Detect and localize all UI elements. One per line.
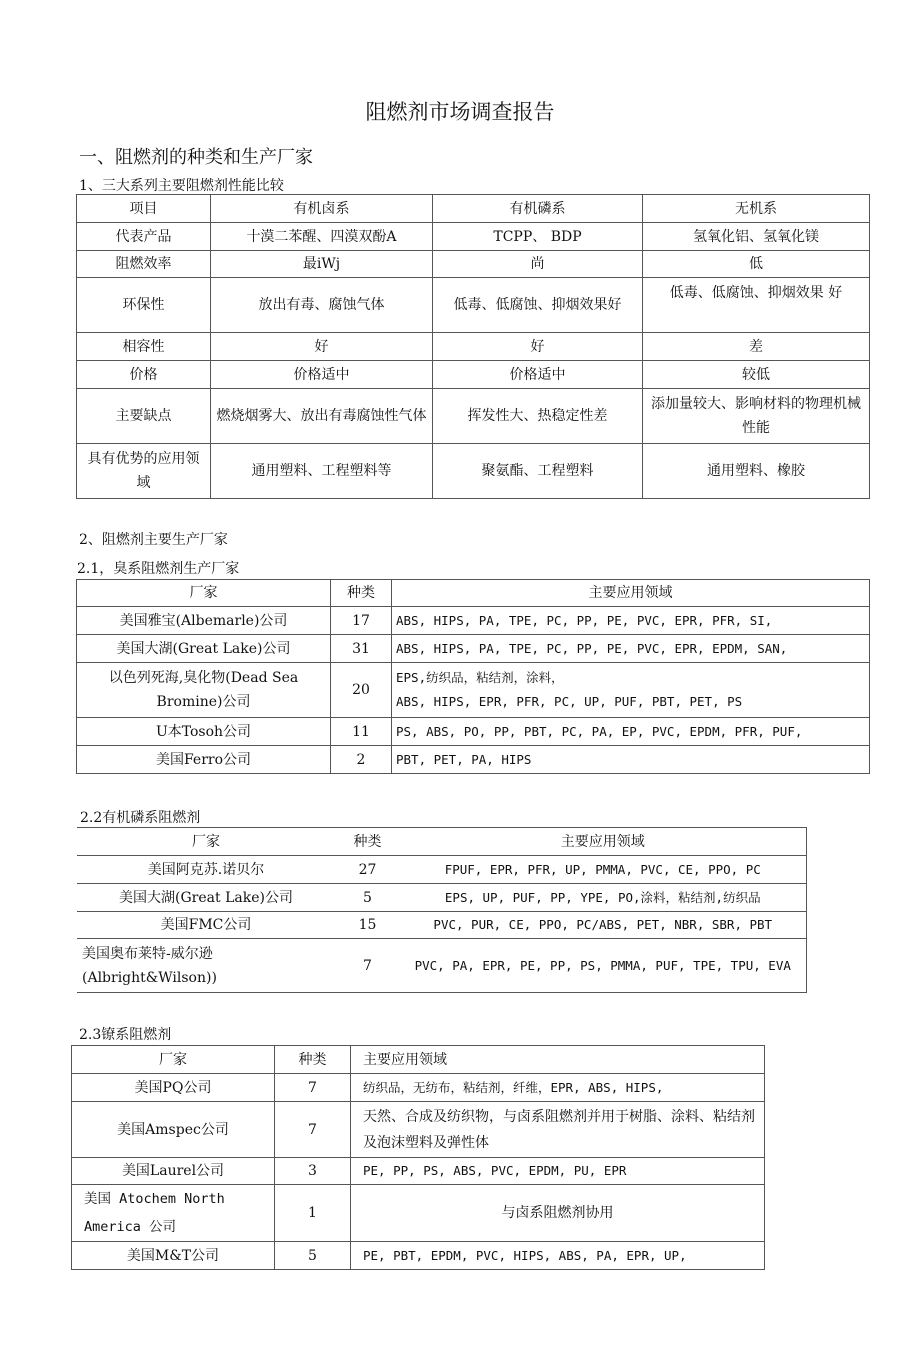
table-cell: 低	[643, 251, 870, 278]
phosphorus-manufacturers-table	[77, 827, 807, 993]
table-cell: 通用塑料、工程塑料等	[211, 444, 433, 499]
table-cell: 差	[643, 333, 870, 361]
table-cell	[392, 663, 870, 718]
table-cell: 尚	[433, 251, 643, 278]
table-cell: PE, PBT, EPDM, PVC, HIPS, ABS, PA, EPR, UP,	[351, 1242, 765, 1270]
table-row	[77, 635, 870, 663]
header-cell: 主要应用领域	[351, 1046, 765, 1074]
table-cell: 氢氧化铝、氢氧化镁	[643, 223, 870, 251]
table-row	[77, 389, 870, 444]
table-cell: 11	[331, 718, 392, 746]
table-header-row	[77, 580, 870, 607]
table-row	[77, 912, 806, 939]
table-cell: 17	[331, 607, 392, 635]
comparison-table	[76, 194, 870, 499]
table-cell: 具有优势的应用领域	[77, 444, 211, 499]
table-row	[77, 856, 806, 884]
header-cell: 项目	[77, 195, 211, 223]
table-cell: PBT, PET, PA, HIPS	[392, 746, 870, 774]
table-row	[77, 444, 870, 499]
table-cell: 5	[275, 1242, 351, 1270]
table-cell: 美国Ferro公司	[77, 746, 331, 774]
table-row	[77, 251, 870, 278]
table-row	[72, 1242, 765, 1270]
table-cell: 价格适中	[211, 361, 433, 389]
header-cell: 厂家	[77, 580, 331, 607]
table-row	[77, 884, 806, 912]
table-cell: 最iWj	[211, 251, 433, 278]
table-cell: 好	[211, 333, 433, 361]
table-row	[77, 223, 870, 251]
table-cell: FPUF, EPR, PFR, UP, PMMA, PVC, CE, PPO, PC	[400, 856, 806, 884]
header-cell: 厂家	[72, 1046, 275, 1074]
table-cell: 价格	[77, 361, 211, 389]
table-cell: 2	[331, 746, 392, 774]
table-cell: 27	[335, 856, 400, 884]
subheading-2-3: 2.3镣系阻燃剂	[79, 1027, 172, 1043]
table-cell: ABS, HIPS, PA, TPE, PC, PP, PE, PVC, EPR, EPDM, SAN,	[392, 635, 870, 663]
table-cell: 美国阿克苏.诺贝尔	[77, 856, 335, 884]
table-header-row	[77, 195, 870, 223]
subheading-2-2: 2.2有机磷系阻燃剂	[80, 810, 201, 826]
table-cell: 美国FMC公司	[77, 912, 335, 939]
table-cell: PVC, PUR, CE, PPO, PC/ABS, PET, NBR, SBR, PBT	[400, 912, 806, 939]
table-cell: 主要缺点	[77, 389, 211, 444]
table-row	[77, 333, 870, 361]
table-row	[77, 607, 870, 635]
table-row	[72, 1158, 765, 1185]
header-cell: 主要应用领域	[392, 580, 870, 607]
table-row	[77, 746, 870, 774]
table-row	[77, 663, 870, 718]
table-cell: 低毒、低腐蚀、抑烟效果 好	[643, 278, 870, 333]
table-row	[72, 1102, 765, 1158]
table-row	[72, 1185, 765, 1242]
table-cell: 美国Amspec公司	[72, 1102, 275, 1158]
table-cell: ABS, HIPS, PA, TPE, PC, PP, PE, PVC, EPR, PFR, SI,	[392, 607, 870, 635]
antimony-manufacturers-table	[71, 1045, 765, 1270]
table-cell: 31	[331, 635, 392, 663]
table-cell: 1	[275, 1185, 351, 1242]
header-cell: 主要应用领域	[400, 828, 806, 856]
table-cell: 低毒、低腐蚀、抑烟效果好	[433, 278, 643, 333]
table-cell: 7	[275, 1074, 351, 1102]
table-row	[72, 1074, 765, 1102]
table-cell: 7	[335, 939, 400, 993]
table-cell: 纺织品，无纺布，粘结剂，纤维，EPR, ABS, HIPS,	[351, 1074, 765, 1102]
subheading-1: 1、三大系列主要阻燃剂性能比较	[79, 178, 284, 194]
header-cell: 有机磷系	[433, 195, 643, 223]
table-cell: 好	[433, 333, 643, 361]
table-cell: 美国大湖(Great Lake)公司	[77, 884, 335, 912]
table-cell: 7	[275, 1102, 351, 1158]
table-cell: 十漠二苯醒、四漠双酚A	[211, 223, 433, 251]
table-cell: 添加量较大、影响材料的物理机械性能	[643, 389, 870, 444]
table-cell: TCPP、 BDP	[433, 223, 643, 251]
table-cell: 美国 Atochem North America 公司	[72, 1185, 275, 1242]
table-cell: 美国雅宝(Albemarle)公司	[77, 607, 331, 635]
section-heading-1: 一、阻燃剂的种类和生产厂家	[79, 147, 313, 168]
table-row	[77, 939, 806, 993]
table-cell: 5	[335, 884, 400, 912]
cell-line: EPS,纺织品，粘结剂，涂料，	[396, 670, 564, 685]
header-cell: 有机卤系	[211, 195, 433, 223]
table-cell: PVC, PA, EPR, PE, PP, PS, PMMA, PUF, TPE, TPU, EVA	[400, 939, 806, 993]
table-cell: 15	[335, 912, 400, 939]
table-cell: 相容性	[77, 333, 211, 361]
table-cell: 以色列死海,臭化物(Dead Sea Bromine)公司	[77, 663, 331, 718]
table-cell: 代表产品	[77, 223, 211, 251]
table-cell: 美国PQ公司	[72, 1074, 275, 1102]
table-cell: 美国M&T公司	[72, 1242, 275, 1270]
table-cell: 价格适中	[433, 361, 643, 389]
table-header-row	[77, 828, 806, 856]
table-cell: 较低	[643, 361, 870, 389]
table-cell: 美国奥布莱特-威尔逊(Albright&Wilson))	[77, 939, 335, 993]
table-cell: 美国Laurel公司	[72, 1158, 275, 1185]
table-cell: 阻燃效率	[77, 251, 211, 278]
header-cell: 种类	[335, 828, 400, 856]
table-cell: 放出有毒、腐蚀气体	[211, 278, 433, 333]
table-cell: EPS, UP, PUF, PP, YPE, PO,涂料，粘结剂,纺织品	[400, 884, 806, 912]
table-cell: 环保性	[77, 278, 211, 333]
subheading-2: 2、阻燃剂主要生产厂家	[79, 532, 228, 548]
table-row	[77, 718, 870, 746]
subheading-2-1: 2.1，臭系阻燃剂生产厂家	[77, 561, 240, 577]
table-cell: 与卤系阻燃剂协用	[351, 1185, 765, 1242]
table-cell: 20	[331, 663, 392, 718]
header-cell: 厂家	[77, 828, 335, 856]
table-cell: 3	[275, 1158, 351, 1185]
table-row	[77, 278, 870, 333]
table-cell: 聚氨酯、工程塑料	[433, 444, 643, 499]
table-header-row	[72, 1046, 765, 1074]
table-cell: 天然、合成及纺织物，与卤系阻燃剂并用于树脂、涂料、粘结剂及泡沫塑料及弹性体	[351, 1102, 765, 1158]
table-cell: PS, ABS, PO, PP, PBT, PC, PA, EP, PVC, EPDM, PFR, PUF,	[392, 718, 870, 746]
table-cell: PE, PP, PS, ABS, PVC, EPDM, PU, EPR	[351, 1158, 765, 1185]
page-title: 阻燃剂市场调查报告	[365, 100, 555, 124]
table-cell: 美国大湖(Great Lake)公司	[77, 635, 331, 663]
table-cell: 燃烧烟雾大、放出有毒腐蚀性气体	[211, 389, 433, 444]
table-cell: 挥发性大、热稳定性差	[433, 389, 643, 444]
header-cell: 种类	[331, 580, 392, 607]
table-cell: U本Tosoh公司	[77, 718, 331, 746]
header-cell: 无机系	[643, 195, 870, 223]
bromine-manufacturers-table	[76, 579, 870, 774]
cell-line: ABS, HIPS, EPR, PFR, PC, UP, PUF, PBT, PET, PS	[396, 694, 743, 709]
table-row	[77, 361, 870, 389]
header-cell: 种类	[275, 1046, 351, 1074]
table-cell: 通用塑料、橡胶	[643, 444, 870, 499]
